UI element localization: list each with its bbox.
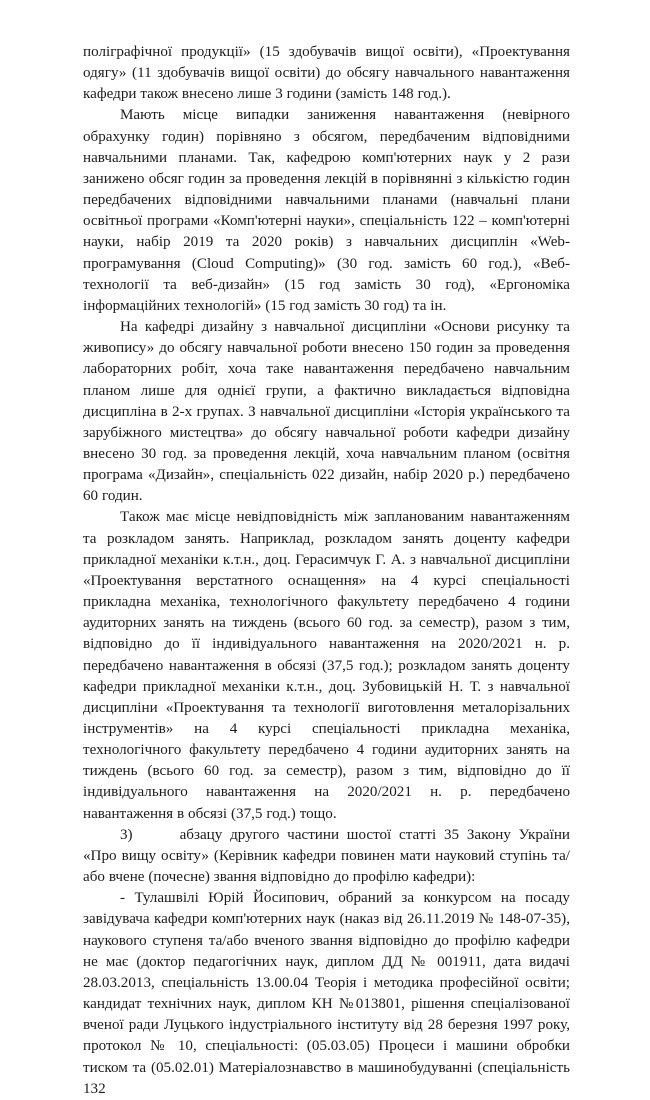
text-column — [83, 42, 570, 1100]
paragraph-dash-item: - Тулашвілі Юрій Йосипович, обраний за конкурсом на посаду завідувача кафедри комп'ютерних наук (наказ від 26.11.2019 № 148-07-35), наукового ступеня та/або вченого звання відповідно до профілю кафедри не має (доктор педагогічних наук, диплом ДД № 001911, дата видачі 28.03.2013, спеціальність 13.00.04 Теорія і методика професійної освіти; кандидат технічних наук, диплом КН №013801, рішення спеціалізованої вченої ради Луцького індустріального інституту від 28 березня 1997 року, протокол № 10, спеціальності: (05.03.05) Процеси і машини обробки тиском та (05.02.01) Матеріалознавство в машинобудуванні (спеціальність 132 — [83, 890, 570, 1097]
list-item-text: абзацу другого частини шостої статті 35 Закону України «Про вищу освіту» (Керівник кафедри повинен мати науковий ступінь та/або вчене (почесне) звання відповідно до профілю кафедри): — [83, 826, 570, 886]
list-marker: 3) — [120, 826, 133, 843]
paragraph-body: Мають місце випадки заниження навантаження (невірного обрахунку годин) порівняно з обсягом, передбаченим відповідними навчальними планами. Так, кафедрою комп'ютерних наук у 2 рази занижено обсяг годин за проведення лекцій в порівнянні з кількістю годин передбачених відповідними навчальними планами (навчальні плани освітньої програми «Комп'ютерні науки», спеціальність 122 – комп'ютерні науки, набір 2019 та 2020 років) з навчальних дисциплін «Web-програмування (Cloud Computing)» (30 год. замість 60 год.), «Веб-технології та веб-дизайн» (15 год замість 30 год), «Ергономіка інформаційних технологій» (15 год замість 30 год) та ін. — [83, 107, 570, 314]
paragraph-continuation: поліграфічної продукції» (15 здобувачів вищої освіти), «Проектування одягу» (11 здобувачів вищої освіти) до обсягу навчального навантаження кафедри також внесено лише 3 години (замість 148 год.). — [83, 44, 570, 103]
paragraph-numbered-item — [83, 825, 570, 888]
paragraph-body: На кафедрі дизайну з навчальної дисципліни «Основи рисунку та живопису» до обсягу навчальної роботи внесено 150 годин за проведення лабораторних робіт, хоча таке навантаження передбачено навчальним планом лише для однієї групи, а фактично викладається відповідна дисципліна в 2-х групах. З навчальної дисципліни «Історія українського та зарубіжного мистецтва» до обсягу навчальної роботи кафедри дизайну внесено 30 год. за проведення лекцій, хоча навчальним планом (освітня програма «Дизайн», спеціальність 022 дизайн, набір 2020 р.) передбачено 60 годин. — [83, 319, 570, 505]
paragraph-body: Також має місце невідповідність між запланованим навантаженням та розкладом занять. Наприклад, розкладом занять доценту кафедри прикладної механіки к.т.н., доц. Герасимчук Г. А. з навчальної дисципліни «Проектування верстатного оснащення» на 4 курсі спеціальності прикладна механіка, технологічного факультету передбачено 4 години аудиторних занять на тиждень (всього 60 год. за семестр), разом з тим, відповідно до її індивідуального навантаження на 2020/2021 н. р. передбачено навантаження в обсязі (37,5 год.); розкладом занять доценту кафедри прикладної механіки к.т.н., доц. Зубовицькій Н. Т. з навчальної дисципліни «Проектування та технології виготовлення металорізальних інструментів» на 4 курсі спеціальності прикладна механіка, технологічного факультету передбачено 4 години аудиторних занять на тиждень (всього 60 год. за семестр), разом з тим, відповідно до її індивідуального навантаження на 2020/2021 н. р. передбачено навантаження в обсязі (37,5 год.) тощо. — [83, 509, 570, 822]
